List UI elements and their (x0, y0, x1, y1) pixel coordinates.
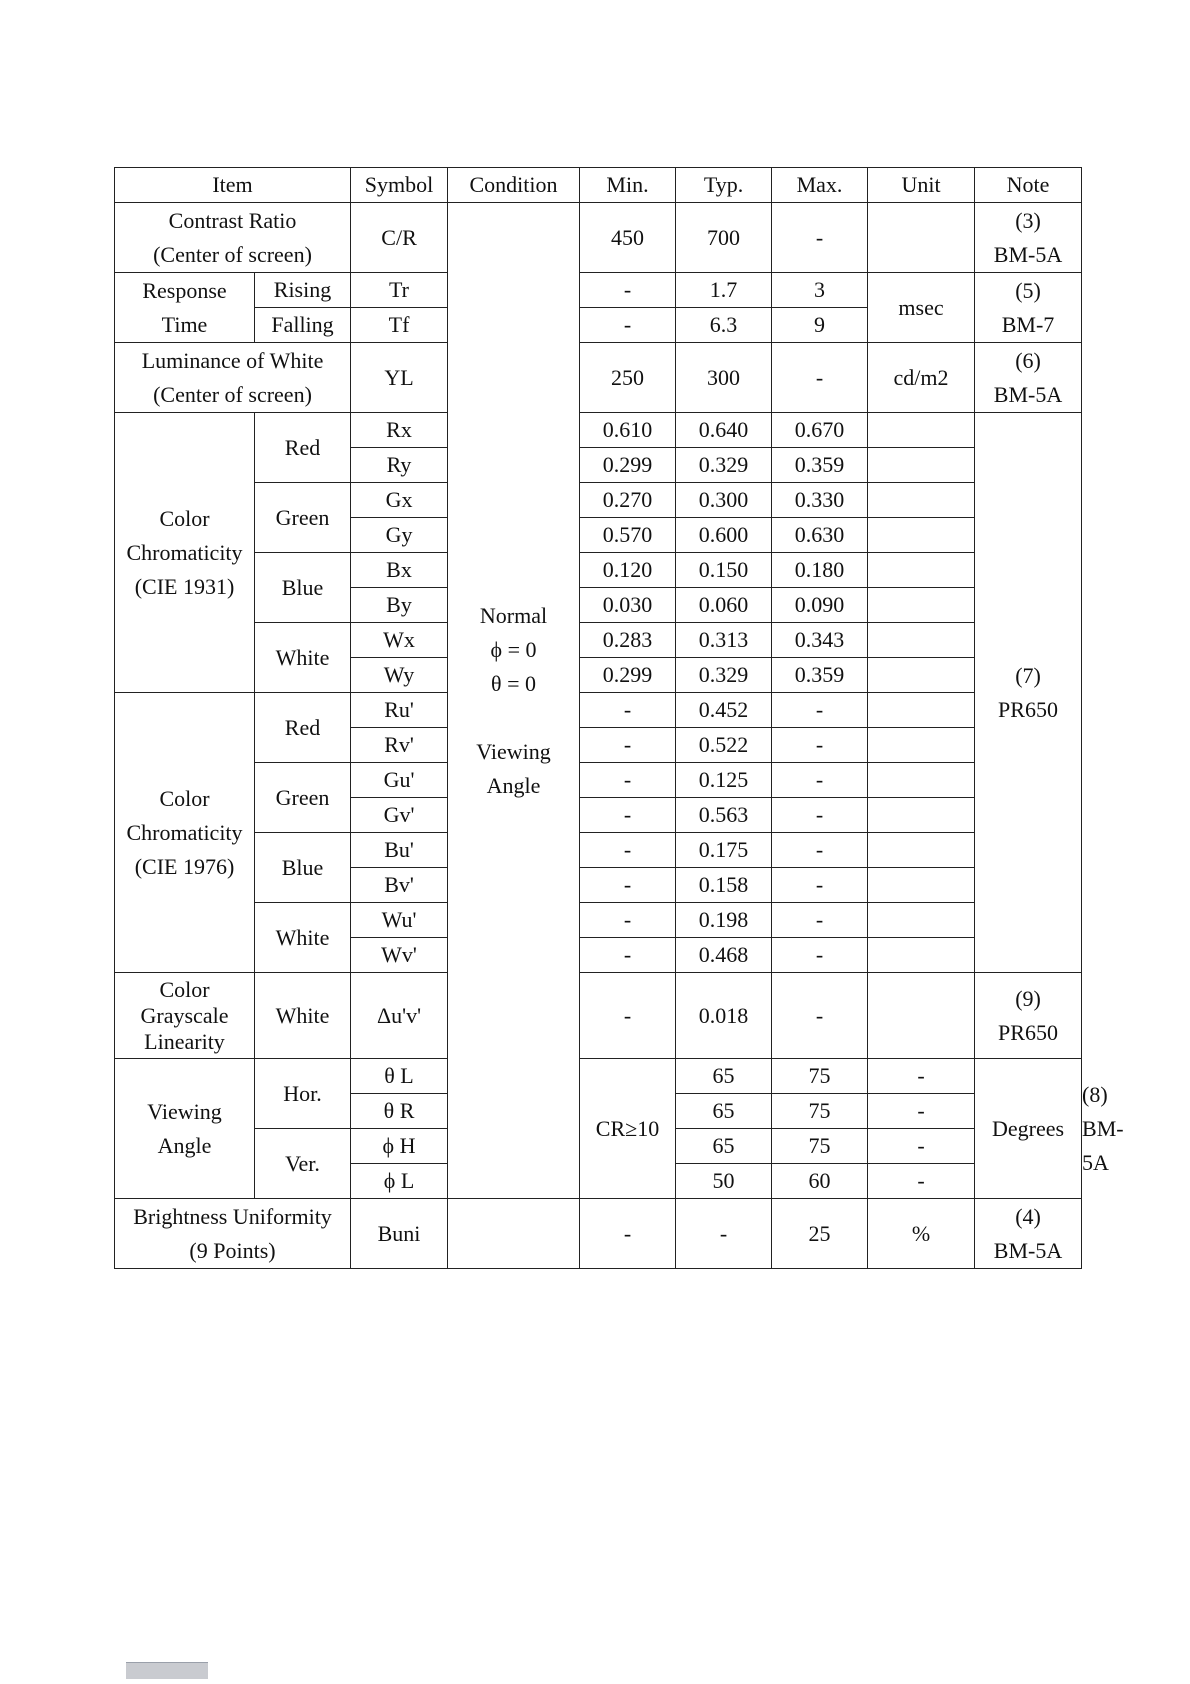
table-row (115, 413, 1082, 448)
table-row (115, 693, 1082, 728)
uniformity-symbol: Buni (351, 1199, 448, 1269)
condition-line2: ϕ = 0 (490, 636, 537, 662)
table-row (115, 763, 1082, 798)
cie1976-max: - (772, 693, 868, 728)
viewing-min: 65 (676, 1059, 772, 1094)
contrast-note-line2: BM-5A (993, 241, 1063, 267)
uniformity-min: - (580, 1199, 676, 1269)
viewing-unit: Degrees (975, 1059, 1082, 1199)
cie1976-unit (868, 938, 975, 973)
contrast-typ: 700 (676, 203, 772, 273)
viewing-hor: Hor. (255, 1059, 351, 1129)
header-typ: Typ. (676, 168, 772, 203)
cie1931-max: 0.180 (772, 553, 868, 588)
condition-line1: Normal (479, 602, 548, 628)
grayscale-typ: 0.018 (676, 973, 772, 1059)
cie1976-color-green: Green (255, 763, 351, 833)
response-note (975, 273, 1082, 343)
response-falling-symbol: Tf (351, 308, 448, 343)
viewing-min: 65 (676, 1094, 772, 1129)
condition-spacer (448, 701, 579, 735)
cie1931-max: 0.343 (772, 623, 868, 658)
response-falling-max: 9 (772, 308, 868, 343)
cie1931-item-line3: (CIE 1931) (134, 573, 235, 599)
cie1976-min: - (580, 693, 676, 728)
viewing-symbol: θ L (351, 1059, 448, 1094)
cie1931-unit (868, 553, 975, 588)
condition-line4: Viewing (476, 738, 551, 764)
cie1931-unit (868, 623, 975, 658)
cie1976-max: - (772, 868, 868, 903)
optical-spec-table (114, 167, 1124, 1269)
response-rising-symbol: Tr (351, 273, 448, 308)
grayscale-note-line1: (9) (1015, 985, 1041, 1011)
grayscale-item-line1: Color (159, 976, 210, 1002)
table-row (115, 833, 1082, 868)
cie1976-typ: 0.522 (676, 728, 772, 763)
viewing-item-line1: Viewing (147, 1098, 222, 1124)
cie1931-min: 0.030 (580, 588, 676, 623)
viewing-max: - (868, 1129, 975, 1164)
cie1931-min: 0.270 (580, 483, 676, 518)
luminance-symbol: YL (351, 343, 448, 413)
cie1931-min: 0.283 (580, 623, 676, 658)
footer-mark (126, 1662, 208, 1679)
luminance-min: 250 (580, 343, 676, 413)
response-rising-row (115, 273, 1082, 308)
cie1976-unit (868, 798, 975, 833)
cie1976-min: - (580, 728, 676, 763)
cie1976-typ: 0.125 (676, 763, 772, 798)
uniformity-note-line2: BM-5A (993, 1237, 1063, 1263)
cie1931-max: 0.630 (772, 518, 868, 553)
viewing-condition: CR≥10 (580, 1059, 676, 1199)
cie1976-max: - (772, 938, 868, 973)
response-falling-label: Falling (255, 308, 351, 343)
viewing-ver: Ver. (255, 1129, 351, 1199)
header-unit: Unit (868, 168, 975, 203)
cie1976-symbol: Ru' (351, 693, 448, 728)
grayscale-max: - (772, 973, 868, 1059)
cie1976-min: - (580, 833, 676, 868)
cie1931-symbol: Wx (351, 623, 448, 658)
header-condition: Condition (448, 168, 580, 203)
cie1976-unit (868, 833, 975, 868)
grayscale-row (115, 973, 1082, 1059)
cie1931-typ: 0.600 (676, 518, 772, 553)
viewing-max: - (868, 1094, 975, 1129)
viewing-item-line2: Angle (157, 1132, 212, 1158)
uniformity-note-line1: (4) (1015, 1203, 1041, 1229)
response-rising-max: 3 (772, 273, 868, 308)
cie1976-item-line1: Color (159, 785, 210, 811)
cie1976-typ: 0.175 (676, 833, 772, 868)
chroma-note-line1: (7) (1015, 662, 1041, 688)
cie1976-symbol: Gu' (351, 763, 448, 798)
cie1976-unit (868, 728, 975, 763)
contrast-row (115, 203, 1082, 273)
cie1931-typ: 0.329 (676, 448, 772, 483)
uniformity-note (975, 1199, 1082, 1269)
cie1976-unit (868, 763, 975, 798)
cie1931-unit (868, 483, 975, 518)
cie1976-item-line3: (CIE 1976) (134, 853, 235, 879)
uniformity-unit: % (868, 1199, 975, 1269)
luminance-note-line1: (6) (1015, 347, 1041, 373)
cie1931-max: 0.090 (772, 588, 868, 623)
cie1931-typ: 0.640 (676, 413, 772, 448)
cie1976-unit (868, 693, 975, 728)
cie1931-symbol: By (351, 588, 448, 623)
cie1976-color-blue: Blue (255, 833, 351, 903)
cie1931-typ: 0.300 (676, 483, 772, 518)
header-symbol: Symbol (351, 168, 448, 203)
contrast-symbol: C/R (351, 203, 448, 273)
cie1976-color-red: Red (255, 693, 351, 763)
condition-normal (448, 203, 580, 1199)
cie1976-typ: 0.158 (676, 868, 772, 903)
cie1931-color-blue: Blue (255, 553, 351, 623)
cie1976-max: - (772, 798, 868, 833)
contrast-min: 450 (580, 203, 676, 273)
grayscale-note-line2: PR650 (998, 1019, 1058, 1045)
response-item-line1: Response (142, 277, 227, 303)
viewing-min: 50 (676, 1164, 772, 1199)
viewing-typ: 75 (772, 1129, 868, 1164)
luminance-typ: 300 (676, 343, 772, 413)
response-falling-min: - (580, 308, 676, 343)
cie1931-unit (868, 413, 975, 448)
grayscale-unit (868, 973, 975, 1059)
cie1976-symbol: Wu' (351, 903, 448, 938)
viewing-typ: 75 (772, 1094, 868, 1129)
cie1931-color-white: White (255, 623, 351, 693)
grayscale-sub: White (255, 973, 351, 1059)
luminance-item-line1: Luminance of White (141, 347, 324, 373)
luminance-row (115, 343, 1082, 413)
response-falling-typ: 6.3 (676, 308, 772, 343)
table-row (115, 623, 1082, 658)
cie1976-symbol: Rv' (351, 728, 448, 763)
response-note-line1: (5) (1015, 277, 1041, 303)
cie1931-item-line1: Color (159, 505, 210, 531)
uniformity-condition (448, 1199, 580, 1269)
cie1931-color-red: Red (255, 413, 351, 483)
chroma-note (975, 413, 1082, 973)
response-rising-label: Rising (255, 273, 351, 308)
cie1976-symbol: Wv' (351, 938, 448, 973)
response-unit: msec (868, 273, 975, 343)
luminance-item-line2: (Center of screen) (153, 381, 312, 407)
cie1976-max: - (772, 903, 868, 938)
header-note: Note (975, 168, 1082, 203)
response-rising-min: - (580, 273, 676, 308)
grayscale-symbol: Δu'v' (351, 973, 448, 1059)
cie1976-min: - (580, 868, 676, 903)
cie1931-unit (868, 518, 975, 553)
cie1931-item-line2: Chromaticity (126, 539, 243, 565)
condition-line5: Angle (486, 772, 541, 798)
cie1976-min: - (580, 763, 676, 798)
cie1976-typ: 0.563 (676, 798, 772, 833)
cie1931-unit (868, 448, 975, 483)
table-row (115, 483, 1082, 518)
luminance-unit: cd/m2 (868, 343, 975, 413)
contrast-item-line2: (Center of screen) (153, 241, 312, 267)
cie1931-symbol: Gx (351, 483, 448, 518)
condition-line3: θ = 0 (491, 670, 536, 696)
cie1976-symbol: Bv' (351, 868, 448, 903)
cie1976-symbol: Gv' (351, 798, 448, 833)
cie1931-symbol: Ry (351, 448, 448, 483)
cie1931-min: 0.120 (580, 553, 676, 588)
viewing-max: - (868, 1164, 975, 1199)
cie1976-typ: 0.468 (676, 938, 772, 973)
cie1931-unit (868, 658, 975, 693)
contrast-item-line1: Contrast Ratio (168, 207, 297, 233)
viewing-item (115, 1059, 255, 1199)
uniformity-item (115, 1199, 351, 1269)
response-item-line2: Time (161, 311, 208, 337)
viewing-symbol: ϕ H (351, 1129, 448, 1164)
cie1931-typ: 0.150 (676, 553, 772, 588)
contrast-max: - (772, 203, 868, 273)
chroma-note-line2: PR650 (998, 696, 1058, 722)
cie1931-typ: 0.329 (676, 658, 772, 693)
cie1976-item (115, 693, 255, 973)
cie1976-color-white: White (255, 903, 351, 973)
uniformity-item-line2: (9 Points) (189, 1237, 276, 1263)
cie1976-max: - (772, 763, 868, 798)
cie1976-item-line2: Chromaticity (126, 819, 243, 845)
cie1931-min: 0.299 (580, 658, 676, 693)
cie1931-item (115, 413, 255, 693)
cie1931-min: 0.610 (580, 413, 676, 448)
uniformity-typ: - (676, 1199, 772, 1269)
cie1931-min: 0.570 (580, 518, 676, 553)
contrast-item (115, 203, 351, 273)
viewing-symbol: θ R (351, 1094, 448, 1129)
cie1931-color-green: Green (255, 483, 351, 553)
cie1931-typ: 0.313 (676, 623, 772, 658)
viewing-max: - (868, 1059, 975, 1094)
response-note-line2: BM-7 (1001, 311, 1055, 337)
table-row: Viewing Angle Hor. θ L CR≥10 65 75 - Degrees (8) BM-5A (115, 1059, 1082, 1094)
cie1931-max: 0.330 (772, 483, 868, 518)
contrast-note-line1: (3) (1015, 207, 1041, 233)
cie1931-typ: 0.060 (676, 588, 772, 623)
grayscale-item (115, 973, 255, 1059)
cie1931-max: 0.670 (772, 413, 868, 448)
uniformity-max: 25 (772, 1199, 868, 1269)
table-row (115, 903, 1082, 938)
header-min: Min. (580, 168, 676, 203)
cie1931-symbol: Wy (351, 658, 448, 693)
header-row (115, 168, 1082, 203)
uniformity-row (115, 1199, 1082, 1269)
response-item (115, 273, 255, 343)
cie1931-max: 0.359 (772, 658, 868, 693)
cie1976-max: - (772, 833, 868, 868)
luminance-item (115, 343, 351, 413)
grayscale-item-line3: Linearity (144, 1028, 225, 1054)
cie1931-symbol: Bx (351, 553, 448, 588)
grayscale-note (975, 973, 1082, 1059)
cie1931-symbol: Rx (351, 413, 448, 448)
uniformity-item-line1: Brightness Uniformity (133, 1203, 332, 1229)
luminance-note (975, 343, 1082, 413)
grayscale-min: - (580, 973, 676, 1059)
cie1931-max: 0.359 (772, 448, 868, 483)
cie1976-symbol: Bu' (351, 833, 448, 868)
grayscale-item-line2: Grayscale (140, 1002, 229, 1028)
viewing-min: 65 (676, 1129, 772, 1164)
cie1976-unit (868, 903, 975, 938)
cie1931-symbol: Gy (351, 518, 448, 553)
cie1976-typ: 0.198 (676, 903, 772, 938)
response-rising-typ: 1.7 (676, 273, 772, 308)
header-item: Item (115, 168, 351, 203)
viewing-symbol: ϕ L (351, 1164, 448, 1199)
viewing-typ: 75 (772, 1059, 868, 1094)
cie1976-max: - (772, 728, 868, 763)
viewing-typ: 60 (772, 1164, 868, 1199)
luminance-note-line2: BM-5A (993, 381, 1063, 407)
table-row (115, 553, 1082, 588)
header-max: Max. (772, 168, 868, 203)
cie1976-unit (868, 868, 975, 903)
cie1931-unit (868, 588, 975, 623)
contrast-note (975, 203, 1082, 273)
cie1976-min: - (580, 798, 676, 833)
contrast-unit (868, 203, 975, 273)
cie1976-min: - (580, 938, 676, 973)
cie1976-min: - (580, 903, 676, 938)
luminance-max: - (772, 343, 868, 413)
cie1976-typ: 0.452 (676, 693, 772, 728)
cie1931-min: 0.299 (580, 448, 676, 483)
